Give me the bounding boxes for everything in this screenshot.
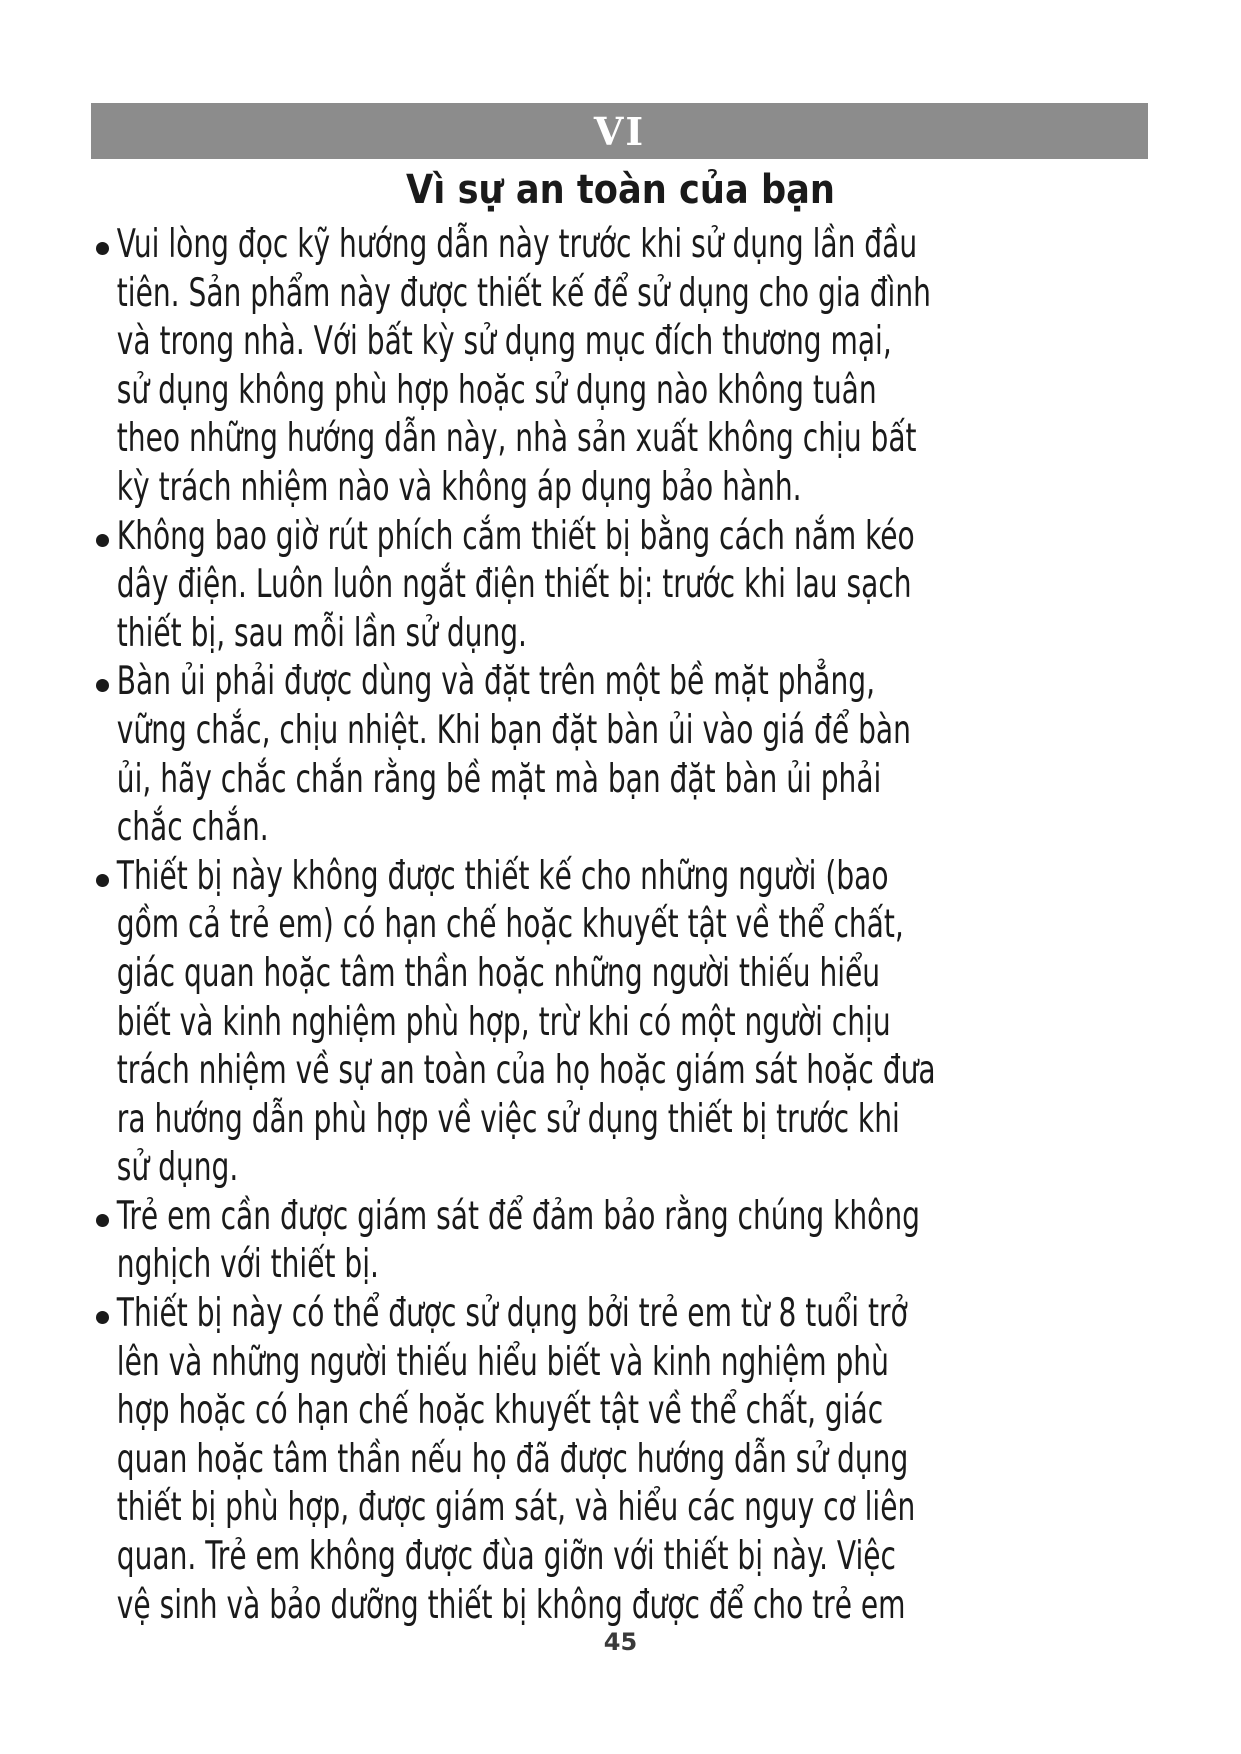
bullet-text-line: dây điện. Luôn luôn ngắt điện thiết bị: trước khi lau sạch (116, 562, 912, 608)
bullet-text-line: nghịch với thiết bị. (116, 1242, 379, 1288)
bullet-text-line: Thiết bị này không được thiết kế cho những người (bao (116, 853, 889, 899)
bullet-text-line: thiết bị phù hợp, được giám sát, và hiểu các nguy cơ liên (116, 1485, 916, 1531)
bullet-text-line: Trẻ em cần được giám sát để đảm bảo rằng chúng không (116, 1193, 920, 1239)
bullet-text-line: tiên. Sản phẩm này được thiết kế để sử dụng cho gia đình (116, 270, 931, 316)
bullet-text (88, 1193, 1149, 1290)
bullet-text-line: giác quan hoặc tâm thần hoặc những người thiếu hiểu (116, 950, 881, 996)
bullet-text (88, 1290, 1149, 1630)
bullet-text-line: theo những hướng dẫn này, nhà sản xuất không chịu bất (116, 416, 917, 462)
bullet-text-line: quan hoặc tâm thần nếu họ đã được hướng dẫn sử dụng (116, 1436, 909, 1482)
bullet-text (88, 513, 1149, 659)
bullet-item (88, 221, 1213, 513)
bullet-text (88, 658, 1149, 852)
bullet-text-line: gồm cả trẻ em) có hạn chế hoặc khuyết tật về thể chất, (116, 902, 904, 948)
bullet-text-line: Thiết bị này có thể được sử dụng bởi trẻ em từ 8 tuổi trở (116, 1291, 908, 1337)
safety-bullet-list (88, 221, 1213, 1630)
bullet-text-line: hợp hoặc có hạn chế hoặc khuyết tật về thể chất, giác (116, 1388, 884, 1434)
bullet-text-line: trách nhiệm về sự an toàn của họ hoặc giám sát hoặc đưa (116, 1048, 936, 1094)
bullet-text-line: lên và những người thiếu hiểu biết và kinh nghiệm phù (116, 1339, 889, 1385)
section-number: VI (593, 108, 646, 154)
bullet-text-line: sử dụng không phù hợp hoặc sử dụng nào không tuân (116, 367, 877, 413)
bullet-text-line: sử dụng. (116, 1145, 239, 1191)
bullet-item (88, 658, 1213, 852)
bullet-item (88, 1193, 1213, 1290)
bullet-item (88, 513, 1213, 659)
bullet-text-line: vững chắc, chịu nhiệt. Khi bạn đặt bàn ủi vào giá để bàn (116, 707, 911, 753)
bullet-text-line: Vui lòng đọc kỹ hướng dẫn này trước khi sử dụng lần đầu (116, 222, 918, 267)
bullet-text (88, 853, 1149, 1193)
bullet-text-line: Bàn ủi phải được dùng và đặt trên một bề mặt phẳng, (116, 659, 876, 705)
page-number: 45 (603, 1628, 638, 1656)
bullet-text-line: và trong nhà. Với bất kỳ sử dụng mục đích thương mại, (116, 319, 892, 365)
bullet-text-line: vệ sinh và bảo dưỡng thiết bị không được để cho trẻ em (116, 1582, 906, 1628)
page-title: Vì sự an toàn của bạn (406, 167, 835, 213)
bullet-text (88, 221, 1149, 513)
bullet-item (88, 1290, 1213, 1630)
bullet-item (88, 853, 1213, 1193)
bullet-text-line: thiết bị, sau mỗi lần sử dụng. (116, 610, 527, 656)
bullet-text-line: biết và kinh nghiệm phù hợp, trừ khi có một người chịu (116, 999, 891, 1045)
bullet-text-line: ủi, hãy chắc chắn rằng bề mặt mà bạn đặt bàn ủi phải (116, 756, 882, 802)
bullet-text-line: Không bao giờ rút phích cắm thiết bị bằng cách nắm kéo (116, 513, 915, 559)
bullet-text-line: kỳ trách nhiệm nào và không áp dụng bảo hành. (116, 464, 802, 510)
bullet-text-line: quan. Trẻ em không được đùa giỡn với thiết bị này. Việc (116, 1534, 896, 1580)
bullet-text-line: chắc chắn. (116, 805, 269, 851)
bullet-text-line: ra hướng dẫn phù hợp về việc sử dụng thiết bị trước khi (116, 1096, 900, 1142)
section-header-bar (91, 103, 1148, 159)
